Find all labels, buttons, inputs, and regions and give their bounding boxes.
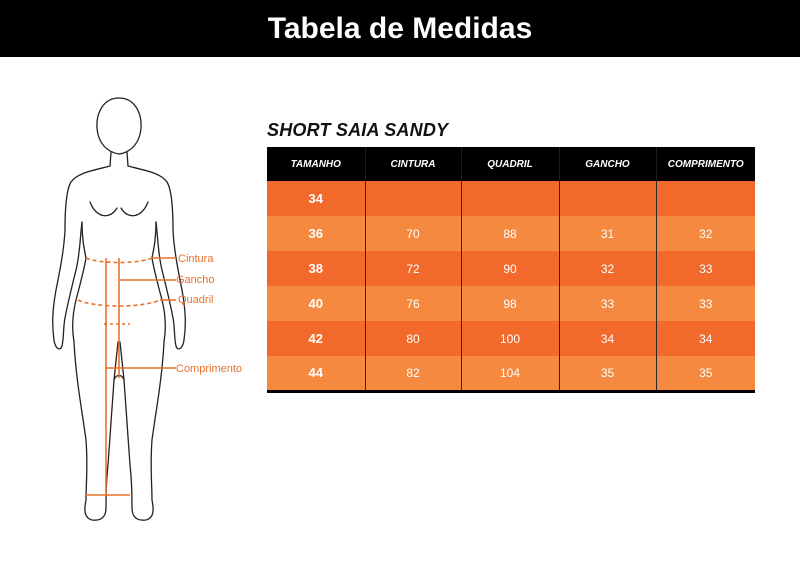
- length-cell: 33: [656, 251, 755, 286]
- column-header-size: TAMANHO: [267, 147, 365, 181]
- hip-cell: [461, 181, 559, 216]
- hip-cell: 104: [461, 356, 559, 391]
- page-header: [0, 0, 800, 57]
- rise-cell: 32: [559, 251, 656, 286]
- table-row: [267, 321, 755, 356]
- size-cell: 42: [267, 321, 365, 356]
- waist-cell: 72: [365, 251, 461, 286]
- product-title: SHORT SAIA SANDY: [267, 120, 449, 140]
- rise-cell: 31: [559, 216, 656, 251]
- column-header-rise: GANCHO: [559, 147, 656, 181]
- size-cell: 40: [267, 286, 365, 321]
- table-header-row: [267, 147, 755, 181]
- length-cell: 33: [656, 286, 755, 321]
- table-row: [267, 356, 755, 391]
- rise-cell: 33: [559, 286, 656, 321]
- rise-cell: 35: [559, 356, 656, 391]
- size-cell: 34: [267, 181, 365, 216]
- length-cell: 35: [656, 356, 755, 391]
- table-row: [267, 286, 755, 321]
- column-header-hip: QUADRIL: [461, 147, 559, 181]
- waist-cell: 70: [365, 216, 461, 251]
- size-cell: 44: [267, 356, 365, 391]
- hip-cell: 88: [461, 216, 559, 251]
- table-row: [267, 216, 755, 251]
- table-row: [267, 181, 755, 216]
- length-cell: 32: [656, 216, 755, 251]
- page-title: Tabela de Medidas: [267, 11, 533, 45]
- body-silhouette-illustration: [40, 90, 270, 530]
- body-measurement-figure: [40, 90, 270, 530]
- length-label: Comprimento: [176, 363, 243, 375]
- hip-cell: 98: [461, 286, 559, 321]
- rise-cell: 34: [559, 321, 656, 356]
- size-cell: 36: [267, 216, 365, 251]
- rise-cell: [559, 181, 656, 216]
- length-cell: 34: [656, 321, 755, 356]
- column-header-length: COMPRIMENTO: [656, 147, 755, 181]
- hip-cell: 90: [461, 251, 559, 286]
- hip-cell: 100: [461, 321, 559, 356]
- size-table: [267, 147, 755, 393]
- hip-label: Quadril: [178, 294, 214, 306]
- table-row: [267, 251, 755, 286]
- length-cell: [656, 181, 755, 216]
- waist-cell: [365, 181, 461, 216]
- waist-cell: 82: [365, 356, 461, 391]
- rise-label: Gancho: [176, 274, 215, 286]
- size-cell: 38: [267, 251, 365, 286]
- waist-label: Cintura: [178, 253, 214, 265]
- waist-cell: 76: [365, 286, 461, 321]
- column-header-waist: CINTURA: [365, 147, 461, 181]
- waist-cell: 80: [365, 321, 461, 356]
